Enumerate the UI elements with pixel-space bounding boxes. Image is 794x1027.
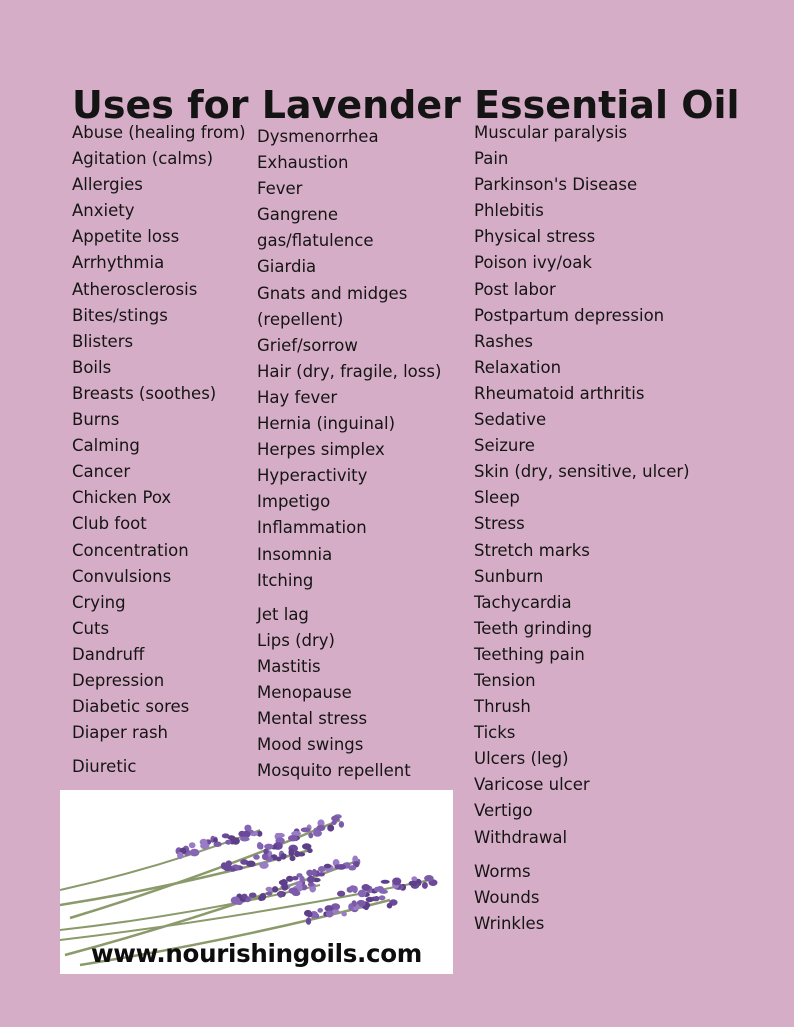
use-item: gas/flatulence bbox=[257, 231, 374, 251]
use-item: Thrush bbox=[474, 697, 531, 717]
use-item: Inflammation bbox=[257, 518, 367, 538]
use-item: Sedative bbox=[474, 410, 547, 430]
lavender-floret bbox=[308, 833, 313, 839]
use-item: Teeth grinding bbox=[474, 618, 593, 638]
lavender-floret bbox=[257, 842, 262, 849]
use-item: Agitation (calms) bbox=[72, 149, 214, 169]
use-item: Varicose ulcer bbox=[474, 775, 590, 795]
use-item: Ulcers (leg) bbox=[474, 749, 569, 769]
lavender-floret bbox=[387, 903, 393, 909]
use-item: Hay fever bbox=[257, 387, 338, 407]
use-item: Club foot bbox=[72, 514, 147, 534]
lavender-floret bbox=[327, 824, 334, 831]
use-item: Herpes simplex bbox=[257, 440, 385, 460]
use-item: Appetite loss bbox=[72, 227, 180, 247]
use-item: Lips (dry) bbox=[257, 630, 335, 650]
use-item: Mastitis bbox=[257, 656, 321, 676]
use-item: Rheumatoid arthritis bbox=[474, 383, 645, 403]
use-item: Calming bbox=[72, 436, 140, 456]
use-item: Skin (dry, sensitive, ulcer) bbox=[474, 462, 690, 482]
uses-column-1 bbox=[72, 120, 246, 780]
lavender-floret bbox=[262, 853, 268, 860]
use-item: Itching bbox=[257, 570, 314, 590]
lavender-floret bbox=[221, 862, 227, 869]
lavender-floret bbox=[339, 821, 344, 828]
use-item: Physical stress bbox=[474, 227, 596, 247]
lavender-floret bbox=[295, 881, 303, 886]
use-item: (repellent) bbox=[257, 309, 344, 329]
use-item: Hernia (inguinal) bbox=[257, 414, 396, 434]
lavender-floret bbox=[290, 856, 296, 862]
lavender-floret bbox=[312, 869, 317, 876]
lavender-floret bbox=[331, 816, 340, 822]
lavender-floret bbox=[240, 837, 250, 842]
use-item: Bites/stings bbox=[72, 305, 168, 325]
lavender-floret bbox=[411, 876, 417, 881]
use-item: Diaper rash bbox=[72, 723, 169, 743]
use-item: Insomnia bbox=[257, 544, 333, 564]
use-item: Withdrawal bbox=[474, 827, 568, 847]
use-item: Impetigo bbox=[257, 492, 331, 512]
lavender-floret bbox=[292, 876, 299, 880]
use-item: Allergies bbox=[72, 175, 143, 195]
lavender-floret bbox=[326, 911, 334, 918]
lavender-floret bbox=[392, 878, 401, 886]
lavender-floret bbox=[307, 911, 313, 917]
use-item: Exhaustion bbox=[257, 153, 349, 173]
use-item: Vertigo bbox=[474, 801, 533, 821]
use-item: Relaxation bbox=[474, 357, 562, 377]
lavender-floret bbox=[246, 861, 255, 867]
use-item: Tension bbox=[474, 670, 536, 690]
lavender-floret bbox=[317, 908, 323, 913]
use-item: Rashes bbox=[474, 331, 534, 351]
lavender-floret bbox=[288, 835, 298, 841]
use-item: Cuts bbox=[72, 618, 110, 638]
lavender-floret bbox=[358, 890, 367, 898]
lavender-floret bbox=[272, 886, 278, 892]
website-url: www.nourishingoils.com bbox=[90, 939, 423, 968]
lavender-floret bbox=[244, 825, 251, 832]
use-item: Mosquito repellent bbox=[257, 761, 411, 781]
lavender-floret bbox=[342, 912, 347, 917]
use-item: Giardia bbox=[257, 257, 317, 277]
lavender-floret bbox=[260, 894, 265, 899]
use-item: Hair (dry, fragile, loss) bbox=[257, 361, 442, 381]
lavender-floret bbox=[177, 852, 183, 859]
lavender-floret bbox=[362, 884, 371, 891]
lavender-floret bbox=[409, 881, 418, 887]
lavender-floret bbox=[253, 854, 260, 859]
use-item: Anxiety bbox=[72, 201, 135, 221]
lavender-floret bbox=[213, 838, 218, 843]
lavender-floret bbox=[289, 888, 299, 895]
lavender-floret bbox=[334, 864, 340, 869]
use-item: Pain bbox=[474, 149, 509, 169]
use-item: Concentration bbox=[72, 540, 189, 560]
use-item: Atherosclerosis bbox=[72, 279, 198, 299]
uses-column-3 bbox=[474, 120, 690, 937]
use-item: Blisters bbox=[72, 331, 134, 351]
use-item: Breasts (soothes) bbox=[72, 383, 217, 403]
use-item: Gnats and midges bbox=[257, 283, 408, 303]
use-item: Wounds bbox=[474, 887, 540, 907]
use-item: Ticks bbox=[474, 723, 516, 743]
lavender-floret bbox=[374, 887, 380, 892]
use-item: Crying bbox=[72, 592, 126, 612]
use-item: Phlebitis bbox=[474, 201, 544, 221]
lavender-floret bbox=[337, 891, 345, 897]
use-item: Mood swings bbox=[257, 735, 364, 755]
lavender-floret bbox=[379, 895, 386, 900]
use-item: Sunburn bbox=[474, 566, 544, 586]
lavender-floret bbox=[289, 848, 295, 856]
lavender-floret bbox=[249, 893, 257, 898]
lavender-floret bbox=[281, 884, 288, 891]
use-item: Seizure bbox=[474, 436, 535, 456]
use-item: Teething pain bbox=[474, 644, 585, 664]
lavender-floret bbox=[225, 840, 231, 845]
use-item: Muscular paralysis bbox=[474, 123, 628, 142]
use-item: Boils bbox=[72, 357, 112, 377]
use-item: Jet lag bbox=[257, 604, 309, 624]
lavender-floret bbox=[313, 830, 322, 837]
use-item: Poison ivy/oak bbox=[474, 253, 592, 273]
lavender-floret bbox=[318, 866, 326, 872]
lavender-floret bbox=[424, 875, 434, 882]
use-item: Wrinkles bbox=[474, 913, 545, 933]
use-item: Stress bbox=[474, 514, 525, 534]
lavender-floret bbox=[236, 901, 243, 905]
use-item: Dandruff bbox=[72, 644, 145, 664]
uses-column-2 bbox=[257, 124, 441, 784]
use-item: Gangrene bbox=[257, 205, 339, 225]
page-title: Uses for Lavender Essential Oil bbox=[72, 83, 740, 128]
lavender-floret bbox=[266, 887, 273, 892]
lavender-floret bbox=[264, 844, 273, 850]
use-item: Sleep bbox=[474, 488, 520, 508]
lavender-floret bbox=[190, 849, 200, 857]
lavender-photo bbox=[60, 790, 453, 974]
use-item: Parkinson's Disease bbox=[474, 175, 638, 195]
lavender-floret bbox=[222, 833, 230, 838]
lavender-floret bbox=[306, 917, 311, 924]
use-item: Diabetic sores bbox=[72, 697, 190, 717]
use-item: Mental stress bbox=[257, 709, 368, 729]
lavender-floret bbox=[266, 892, 273, 896]
use-item: Menopause bbox=[257, 682, 352, 702]
use-item: Arrhythmia bbox=[72, 253, 165, 273]
lavender-floret bbox=[302, 843, 311, 849]
use-item: Fever bbox=[257, 179, 303, 199]
use-item: Depression bbox=[72, 670, 165, 690]
lavender-floret bbox=[349, 885, 356, 891]
use-item: Chicken Pox bbox=[72, 488, 172, 508]
lavender-floret bbox=[301, 827, 311, 832]
use-item: Stretch marks bbox=[474, 540, 590, 560]
lavender-floret bbox=[381, 880, 390, 884]
lavender-floret bbox=[366, 897, 374, 902]
lavender-floret bbox=[263, 849, 268, 855]
use-item: Diuretic bbox=[72, 757, 137, 777]
lavender-floret bbox=[307, 876, 315, 884]
lavender-floret bbox=[259, 862, 268, 869]
use-item: Cancer bbox=[72, 462, 131, 482]
lavender-floret bbox=[422, 882, 428, 889]
use-item: Grief/sorrow bbox=[257, 335, 358, 355]
use-item: Dysmenorrhea bbox=[257, 127, 379, 146]
use-item: Abuse (healing from) bbox=[72, 123, 246, 142]
lavender-floret bbox=[200, 843, 209, 850]
use-item: Tachycardia bbox=[474, 592, 572, 612]
use-item: Burns bbox=[72, 410, 120, 430]
use-item: Worms bbox=[474, 861, 531, 881]
lavender-floret bbox=[278, 891, 284, 898]
use-item: Hyperactivity bbox=[257, 466, 368, 486]
lavender-floret bbox=[331, 821, 336, 825]
use-item: Postpartum depression bbox=[474, 305, 665, 325]
use-item: Post labor bbox=[474, 279, 556, 299]
lavender-floret bbox=[189, 842, 196, 848]
lavender-floret bbox=[348, 903, 353, 910]
use-item: Convulsions bbox=[72, 566, 172, 586]
